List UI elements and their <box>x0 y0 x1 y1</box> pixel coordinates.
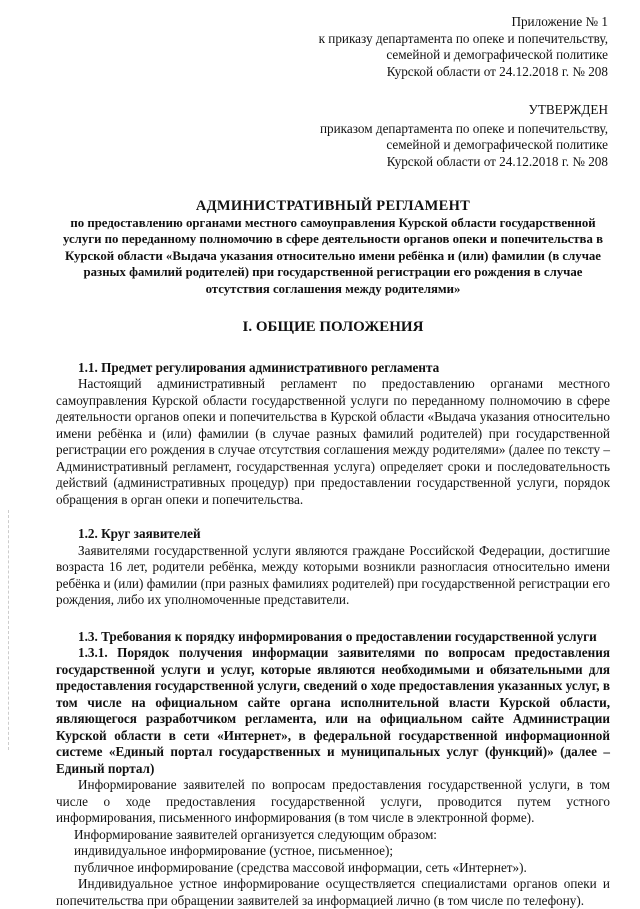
approved-block <box>56 102 608 170</box>
subsection-1-3-para-4: публичное информирование (средства массовой информации, сеть «Интернет»). <box>56 860 610 877</box>
approved-line-2: семейной и демографической политике <box>56 137 608 154</box>
approved-head: УТВЕРЖДЕН <box>56 102 608 119</box>
subsection-1-1-heading: 1.1. Предмет регулирования административного регламента <box>56 360 610 377</box>
annex-line-2: к приказу департамента по опеке и попечительству, <box>56 31 608 48</box>
subsection-1-3 <box>56 629 610 909</box>
subsection-1-3-para-1: Информирование заявителей по вопросам предоставления государственной услуги, в том числе о ходе предоставления государственной услуги, проводится путем устного информирования, письменного информирования (в том числе в электронной форме). <box>56 777 610 827</box>
approved-line-3: Курской области от 24.12.2018 г. № 208 <box>56 154 608 171</box>
subsection-1-3-para-5: Индивидуальное устное информирование осуществляется специалистами органов опеки и попечительства при обращении заявителей за информацией лично (в том числе по телефону). <box>56 876 610 909</box>
subsection-1-3-1-heading: 1.3.1. Порядок получения информации заявителями по вопросам предоставления государственной услуги и услуг, которые являются необходимыми и обязательными для предоставления государственной услуги, сведений о ходе предоставления указанных услуг, в том числе на официальном сайте органа исполнительной власти Курской области, являющегося разработчиком регламента, или на официальном сайте Администрации Курской области в сети «Интернет», в федеральной государственной информационной системе «Единый портал государственных и муниципальных услуг (функций)» (далее – Единый портал) <box>56 645 610 777</box>
info-list <box>56 827 610 877</box>
scan-margin-mark <box>8 510 12 750</box>
annex-block <box>56 14 608 80</box>
subsection-1-3-heading: 1.3. Требования к порядку информирования о предоставлении государственной услуги <box>56 629 610 646</box>
subsection-1-2 <box>56 526 610 609</box>
subsection-1-3-para-2: Информирование заявителей организуется следующим образом: <box>56 827 610 844</box>
annex-line-4: Курской области от 24.12.2018 г. № 208 <box>56 64 608 81</box>
document-title <box>56 198 610 297</box>
subsection-1-3-para-3: индивидуальное информирование (устное, письменное); <box>56 843 610 860</box>
annex-line-3: семейной и демографической политике <box>56 47 608 64</box>
title-subtitle: по предоставлению органами местного самоуправления Курской области государственной услуги по переданному полномочию в сфере деятельности органов опеки и попечительства в Курской области «Выдача указания относительно имени ребёнка и (или) фамилии (в случае разных фамилий родителей) при государственной регистрации его рождения в случае отсутствия соглашения между родителями» <box>56 215 610 298</box>
title-main: АДМИНИСТРАТИВНЫЙ РЕГЛАМЕНТ <box>56 198 610 215</box>
approved-line-1: приказом департамента по опеке и попечительству, <box>56 121 608 138</box>
section-heading-1: I. ОБЩИЕ ПОЛОЖЕНИЯ <box>56 319 610 336</box>
subsection-1-2-text: Заявителями государственной услуги являются граждане Российской Федерации, достигшие возраста 16 лет, родители ребёнка, между которыми возникли разногласия относительно имени ребёнка и (или) фамилии (при разных фамилиях родителей) при государственной регистрации его рождения, либо их уполномоченные представители. <box>56 543 610 609</box>
subsection-1-2-heading: 1.2. Круг заявителей <box>56 526 610 543</box>
subsection-1-1 <box>56 360 610 509</box>
annex-line-1: Приложение № 1 <box>56 14 608 31</box>
subsection-1-1-text: Настоящий административный регламент по предоставлению органами местного самоуправления Курской области государственной услуги по переданному полномочию в сфере деятельности органов опеки и попечительства в Курской области «Выдача указания относительно имени ребёнка и (или) фамилии (в случае разных фамилий родителей) при государственной регистрации его рождения в случае отсутствия соглашения между родителями» (далее по тексту – Административный регламент, государственная услуга) определяет сроки и последовательность действий (административных процедур) при предоставлении государственной услуги, порядок обращения в орган опеки и попечительства. <box>56 376 610 508</box>
